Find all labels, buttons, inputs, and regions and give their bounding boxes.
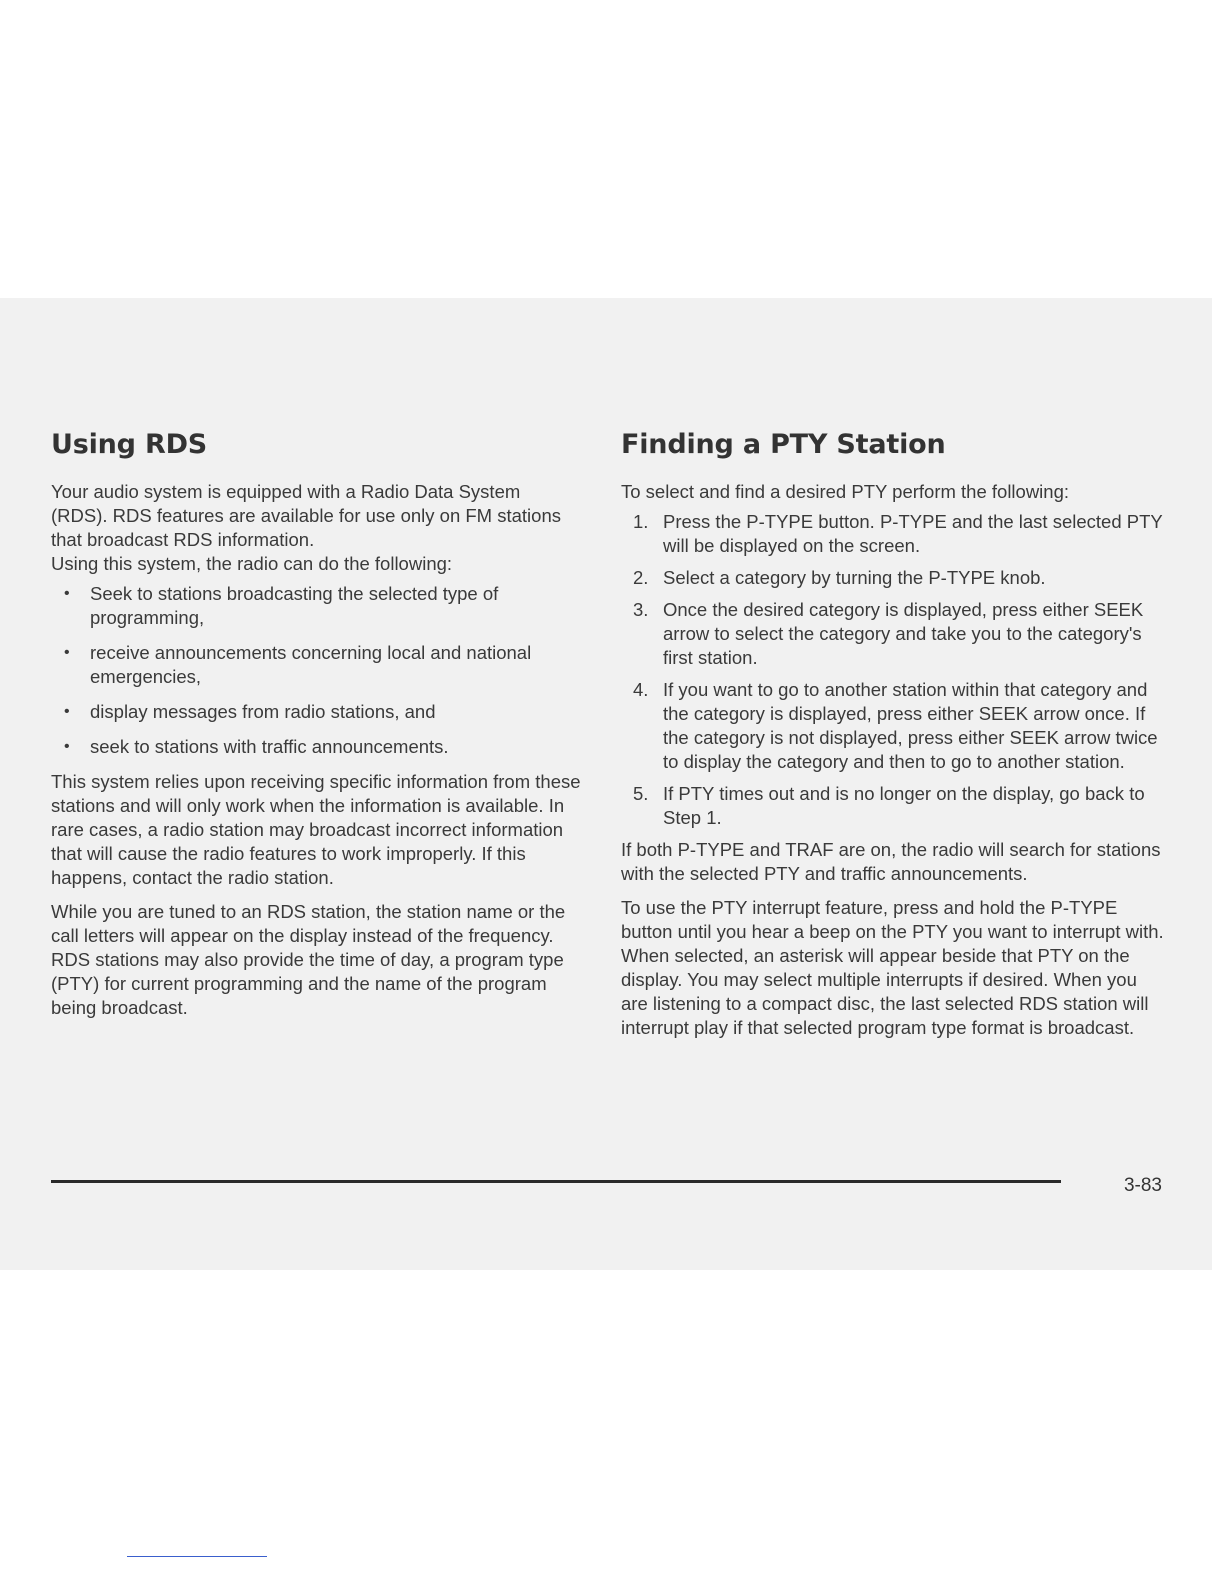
rds-station-paragraph: While you are tuned to an RDS station, the station name or the call letters will appear on the display instead of the frequency. RDS stations may also provide the time of day, a program type (PTY) for current programming and the name of the program being broadcast. (51, 901, 566, 1018)
bullet-icon: • (64, 585, 70, 602)
list-item: 4. If you want to go to another station within that category and the category is displayed, press either SEEK arrow once. If the category is not displayed, press either SEEK arrow twice to display the category and then to go to another station. (633, 679, 1158, 772)
list-item: 1. Press the P-TYPE button. P-TYPE and the last selected PTY will be displayed on the screen. (633, 511, 1163, 556)
page-number: 3-83 (1123, 1175, 1162, 1196)
list-item: • display messages from radio stations, and (64, 701, 436, 722)
list-item: 5. If PTY times out and is no longer on the display, go back to Step 1. (633, 783, 1145, 828)
right-column (621, 428, 1166, 1040)
footer-divider (51, 1180, 1061, 1183)
rds-intro-paragraph-2: Using this system, the radio can do the following: (51, 553, 453, 574)
bullet-icon: • (64, 738, 70, 755)
rds-intro-paragraph: Your audio system is equipped with a Radio Data System (RDS). RDS features are available for use only on FM stations that broadcast RDS information. (51, 481, 561, 550)
pty-interrupt-paragraph: To use the PTY interrupt feature, press and hold the P-TYPE button until you hear a beep on the PTY you want to interrupt with. When selected, an asterisk will appear beside that PTY on the display. You may select multiple interrupts if desired. When you are listening to a compact disc, the last selected RDS station will interrupt play if that selected program type format is broadcast. (621, 897, 1164, 1038)
pty-steps-list (621, 510, 1166, 830)
list-item: 2. Select a category by turning the P-TYPE knob. (633, 567, 1046, 588)
bullet-icon: • (64, 644, 70, 661)
rds-reliance-paragraph: This system relies upon receiving specific information from these stations and will only work when the information is available. In rare cases, a radio station may broadcast incorrect information that will cause the radio features to work improperly. If this happens, contact the radio station. (51, 771, 581, 888)
section-heading-using-rds: Using RDS (51, 429, 208, 460)
pty-traf-paragraph: If both P-TYPE and TRAF are on, the radio will search for stations with the selected PTY and traffic announcements. (621, 839, 1161, 884)
list-item: • receive announcements concerning local and national emergencies, (64, 642, 532, 687)
section-heading-finding-pty: Finding a PTY Station (621, 429, 946, 460)
list-item: • Seek to stations broadcasting the selected type of programming, (64, 583, 499, 628)
left-column (51, 428, 581, 1020)
bullet-icon: • (64, 703, 70, 720)
list-item: 3. Once the desired category is displayed, press either SEEK arrow to select the category and take you to the category's first station. (633, 599, 1144, 668)
pty-intro-paragraph: To select and find a desired PTY perform the following: (621, 481, 1070, 502)
footer-link-underline[interactable] (127, 1556, 267, 1557)
rds-feature-list (51, 582, 581, 759)
list-item: • seek to stations with traffic announcements. (64, 736, 449, 757)
